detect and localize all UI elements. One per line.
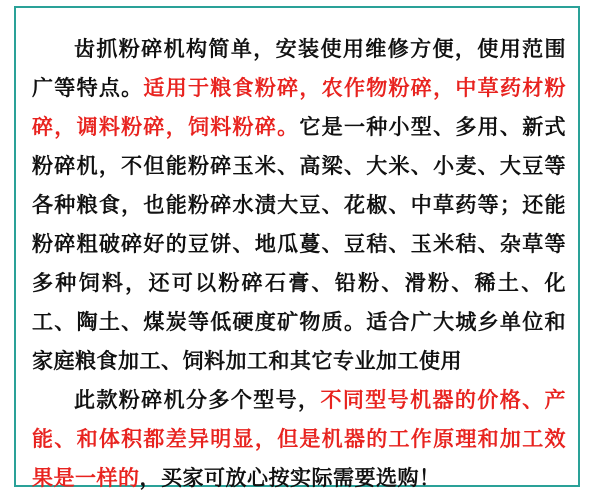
intro-text: 齿抓粉碎机构简单，安装使用维修方便，使用范围广等特点。 <box>32 37 566 100</box>
capability-text: 它是一种小型、多用、新式粉碎机，不但能粉碎玉米、高梁、大米、小麦、大豆等各种粮食，也能粉碎水渍大豆、花椒、中草药等；还能粉碎粗破碎好的豆饼、地瓜蔓、豆秸、玉米秸、杂草等多种饲料，还可以粉碎石膏、铅粉、滑粉、稀土、化工、陶土、煤炭等低硬度矿物质。适合广大城乡单位和家庭粮食加工、饲料加工和其它专业加工使用 <box>32 115 566 373</box>
paragraph-intro <box>32 30 566 381</box>
models-closing: ，买家可放心按实际需要选购！ <box>139 466 441 490</box>
usage-highlight: 适用于粮食粉碎，农作物粉碎，中草药材粉碎，调料粉碎，饲料粉碎。 <box>32 76 567 139</box>
text-frame <box>14 6 580 490</box>
article-text <box>32 30 566 498</box>
models-highlight: 不同型号机器的价格、产能、和体积都差异明显，但是机器的工作原理和加工效果是一样的 <box>32 388 566 490</box>
paragraph-models <box>32 381 566 498</box>
models-intro: 此款粉碎机分多个型号， <box>74 388 321 412</box>
